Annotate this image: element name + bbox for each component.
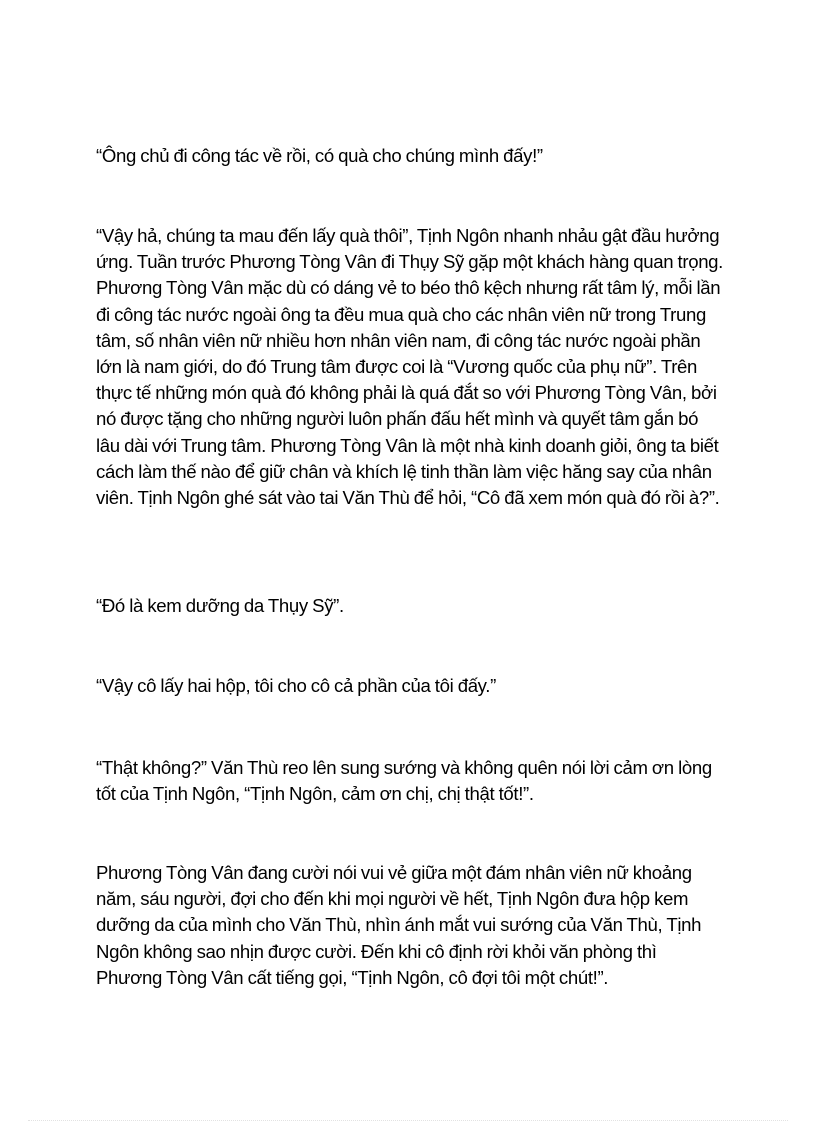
paragraph: “Ông chủ đi công tác về rồi, có quà cho chúng mình đấy!”	[96, 145, 543, 166]
paragraph: “Vậy cô lấy hai hộp, tôi cho cô cả phần của tôi đấy.”	[96, 675, 496, 696]
paragraph: Phương Tòng Vân đang cười nói vui vẻ giữa một đám nhân viên nữ khoảng năm, sáu người, đợi cho đến khi mọi người về hết, Tịnh Ngôn đưa hộp kem dưỡng da của mình cho Văn Thù, nhìn ánh mắt vui sướng của Văn Thù, Tịnh Ngôn không sao nhịn được cười. Đến khi cô định rời khỏi văn phòng thì Phương Tòng Vân cất tiếng gọi, “Tịnh Ngôn, cô đợi tôi một chút!”.	[96, 862, 702, 988]
paragraph: “Thật không?” Văn Thù reo lên sung sướng và không quên nói lời cảm ơn lòng tốt của Tịnh Ngôn, “Tịnh Ngôn, cảm ơn chị, chị thật tốt!”.	[96, 757, 712, 805]
paragraph: “Đó là kem dưỡng da Thụy Sỹ”.	[96, 595, 344, 616]
page-bottom-border	[28, 1120, 788, 1121]
paragraph: “Vậy hả, chúng ta mau đến lấy quà thôi”, Tịnh Ngôn nhanh nhảu gật đầu hưởng ứng. Tuần trước Phương Tòng Vân đi Thụy Sỹ gặp một khách hàng quan trọng. Phương Tòng Vân mặc dù có dáng vẻ to béo thô kệch nhưng rất tâm lý, mỗi lần đi công tác nước ngoài ông ta đều mua quà cho các nhân viên nữ trong Trung tâm, số nhân viên nữ nhiều hơn nhân viên nam, đi công tác nước ngoài phần lớn là nam giới, do đó Trung tâm được coi là “Vương quốc của phụ nữ”. Trên thực tế những món quà đó không phải là quá đắt so với Phương Tòng Vân, bởi nó được tặng cho những người luôn phấn đấu hết mình và quyết tâm gắn bó lâu dài với Trung tâm. Phương Tòng Vân là một nhà kinh doanh giỏi, ông ta biết cách làm thế nào để giữ chân và khích lệ tinh thần làm việc hăng say của nhân viên. Tịnh Ngôn ghé sát vào tai Văn Thù để hỏi, “Cô đã xem món quà đó rồi à?”.	[96, 225, 723, 509]
